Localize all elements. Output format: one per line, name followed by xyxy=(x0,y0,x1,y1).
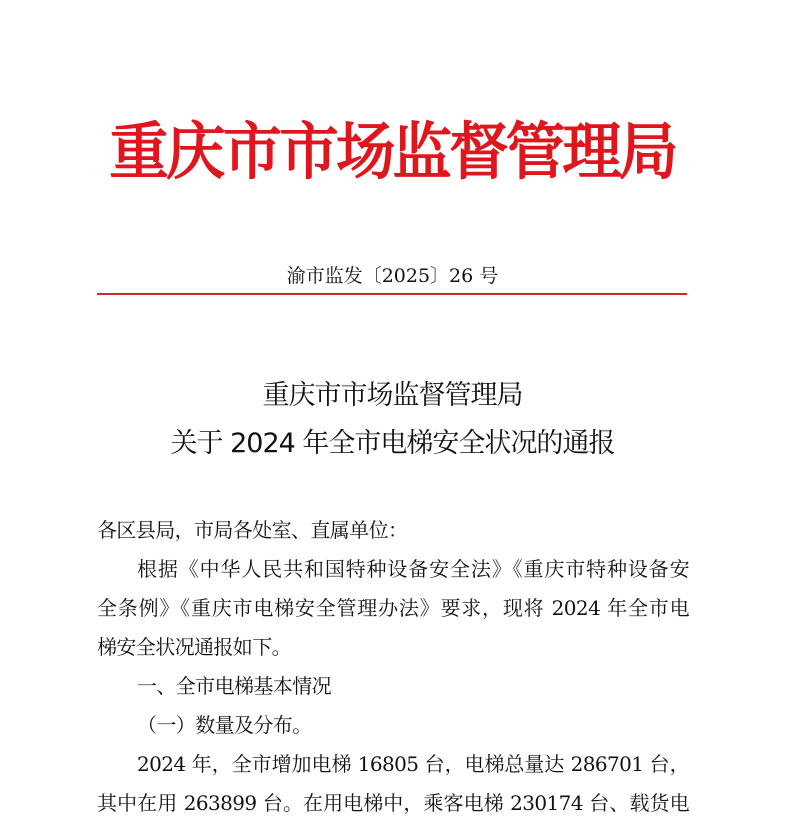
section-1-heading-text: 一、全市电梯基本情况 xyxy=(137,674,331,698)
notice-title-line-1: 重庆市市场监督管理局 xyxy=(262,380,523,411)
subsection-1-heading-text: （一）数量及分布。 xyxy=(137,713,312,737)
subsection-1-heading xyxy=(97,706,689,745)
stats-line-1: 2024 年，全市增加电梯 16805 台，电梯总量达 286701 台， xyxy=(137,752,689,776)
intro-line-3: 梯安全状况通报如下。 xyxy=(97,635,291,659)
intro-line-2: 全条例》《重庆市电梯安全管理办法》要求，现将 2024 年全市电 xyxy=(97,596,689,620)
stats-paragraph xyxy=(97,745,689,823)
red-separator-rule xyxy=(97,293,687,295)
document-number: 渝市监发〔2025〕26 号 xyxy=(286,265,499,287)
salutation-text: 各区县局，市局各处室、直属单位： xyxy=(97,518,408,542)
salutation xyxy=(97,511,689,550)
org-header-title: 重庆市市场监督管理局 xyxy=(109,115,676,188)
stats-line-2: 其中在用 263899 台。在用电梯中，乘客电梯 230174 台、载货电 xyxy=(97,791,689,815)
notice-title-line-2: 关于 2024 年全市电梯安全状况的通报 xyxy=(170,428,615,459)
section-1-heading xyxy=(97,667,689,706)
intro-line-1: 根据《中华人民共和国特种设备安全法》《重庆市特种设备安 xyxy=(137,557,689,581)
intro-paragraph xyxy=(97,550,689,667)
